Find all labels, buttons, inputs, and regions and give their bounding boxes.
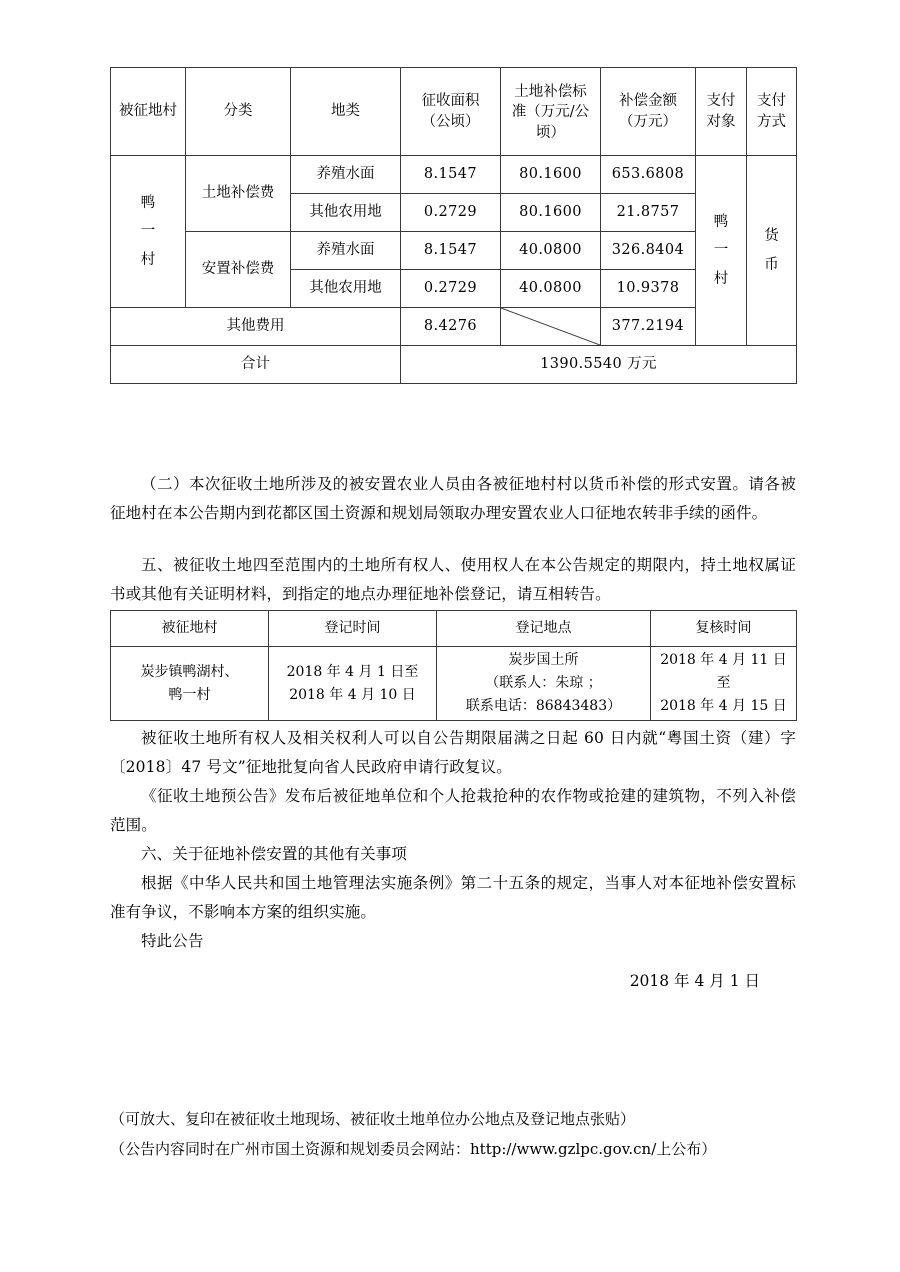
cell-standard: 80.1600 (501, 156, 601, 194)
paragraph-registration-notice: 五、被征收土地四至范围内的土地所有权人、使用权人在本公告规定的期限内，持土地权属证书或其他有关证明材料，到指定的地点办理征地补偿登记，请互相转告。 (110, 556, 796, 603)
cell-land-type: 养殖水面 (291, 156, 401, 194)
cell-category-land-compensation: 土地补偿费 (186, 156, 291, 232)
registration-header-row (111, 611, 797, 647)
cell-land-type: 其他农用地 (291, 194, 401, 232)
reg-cell-review-time: 2018 年 4 月 11 日至 2018 年 4 月 15 日 (651, 647, 797, 721)
header-area: 征收面积 （公顷） (401, 68, 501, 156)
cell-land-type: 养殖水面 (291, 232, 401, 270)
cell-other-fees-standard-struck (501, 308, 601, 346)
cell-area: 0.2729 (401, 194, 501, 232)
cell-village-name (111, 156, 186, 308)
reg-header-time: 登记时间 (269, 611, 437, 647)
table-row (111, 232, 797, 270)
header-category: 分类 (186, 68, 291, 156)
reg-cell-village: 炭步镇鸭湖村、 鸭一村 (111, 647, 269, 721)
cell-standard: 80.1600 (501, 194, 601, 232)
cell-amount: 653.6808 (601, 156, 696, 194)
header-payee: 支付 对象 (696, 68, 747, 156)
cell-amount: 326.8404 (601, 232, 696, 270)
paragraph-regulation-basis: 根据《中华人民共和国土地管理法实施条例》第二十五条的规定，当事人对本征地补偿安置标准有争议，不影响本方案的组织实施。 (110, 874, 796, 921)
paragraph-pre-announcement: 《征收土地预公告》发布后被征地单位和个人抢栽抢种的农作物或抢建的建筑物，不列入补偿范围。 (110, 787, 796, 834)
header-village: 被征地村 (111, 68, 186, 156)
header-amount: 补偿金额 （万元） (601, 68, 696, 156)
cell-total-label: 合计 (111, 346, 401, 384)
cell-standard: 40.0800 (501, 270, 601, 308)
cell-area: 8.1547 (401, 232, 501, 270)
announcement-date: 2018 年 4 月 1 日 (629, 972, 760, 990)
reg-cell-location: 炭步国土所 （联系人：朱琼 ； 联系电话：86843483） (437, 647, 651, 721)
registration-data-row (111, 647, 797, 721)
paragraph-resettlement: （二）本次征收土地所涉及的被安置农业人员由各被征地村村以货币补偿的形式安置。请各被征地村在本公告期内到花都区国土资源和规划局领取办理安置农业人口征地农转非手续的函件。 (110, 475, 796, 522)
diagonal-strike-icon (501, 308, 600, 345)
cell-area: 8.1547 (401, 156, 501, 194)
table-row-total (111, 346, 797, 384)
table-row (111, 156, 797, 194)
cell-category-resettlement-compensation: 安置补偿费 (186, 232, 291, 308)
table-header-row (111, 68, 797, 156)
cell-amount: 10.9378 (601, 270, 696, 308)
cell-land-type: 其他农用地 (291, 270, 401, 308)
registration-table (110, 610, 797, 721)
header-pay-method: 支付 方式 (747, 68, 797, 156)
table-row-other-fees (111, 308, 797, 346)
payee-vertical-text: 鸭 一 村 (713, 214, 729, 287)
footer-note-posting: （可放大、复印在被征收土地现场、被征收土地单位办公地点及登记地点张贴） (110, 1110, 636, 1128)
cell-other-fees-label: 其他费用 (111, 308, 401, 346)
cell-total-value: 1390.5540 万元 (401, 346, 797, 384)
compensation-table (110, 67, 797, 384)
cell-other-fees-amount: 377.2194 (601, 308, 696, 346)
reg-header-village: 被征地村 (111, 611, 269, 647)
header-standard-text: 土地补偿标 准（万元/公 顷） (511, 83, 590, 141)
cell-standard: 40.0800 (501, 232, 601, 270)
paragraph-administrative-review: 被征收土地所有权人及相关权利人可以自公告期限届满之日起 60 日内就“粤国土资（建）字〔2018〕47 号文”征地批复向省人民政府申请行政复议。 (110, 729, 796, 776)
cell-payee (696, 156, 747, 346)
reg-cell-time: 2018 年 4 月 1 日至 2018 年 4 月 10 日 (269, 647, 437, 721)
cell-area: 0.2729 (401, 270, 501, 308)
paragraph-closing: 特此公告 (141, 932, 204, 950)
cell-pay-method (747, 156, 797, 346)
cell-amount: 21.8757 (601, 194, 696, 232)
cell-other-fees-area: 8.4276 (401, 308, 501, 346)
village-vertical-text: 鸭 一 村 (140, 195, 156, 268)
reg-header-location: 登记地点 (437, 611, 651, 647)
pay-method-vertical-text: 货 币 (764, 228, 779, 273)
header-land-type: 地类 (291, 68, 401, 156)
paragraph-section-six-title: 六、关于征地补偿安置的其他有关事项 (141, 845, 408, 863)
header-standard (501, 68, 601, 156)
footer-note-website: （公告内容同时在广州市国土资源和规划委员会网站：http://www.gzlpc.gov.cn/上公布） (110, 1140, 717, 1158)
reg-header-review-time: 复核时间 (651, 611, 797, 647)
